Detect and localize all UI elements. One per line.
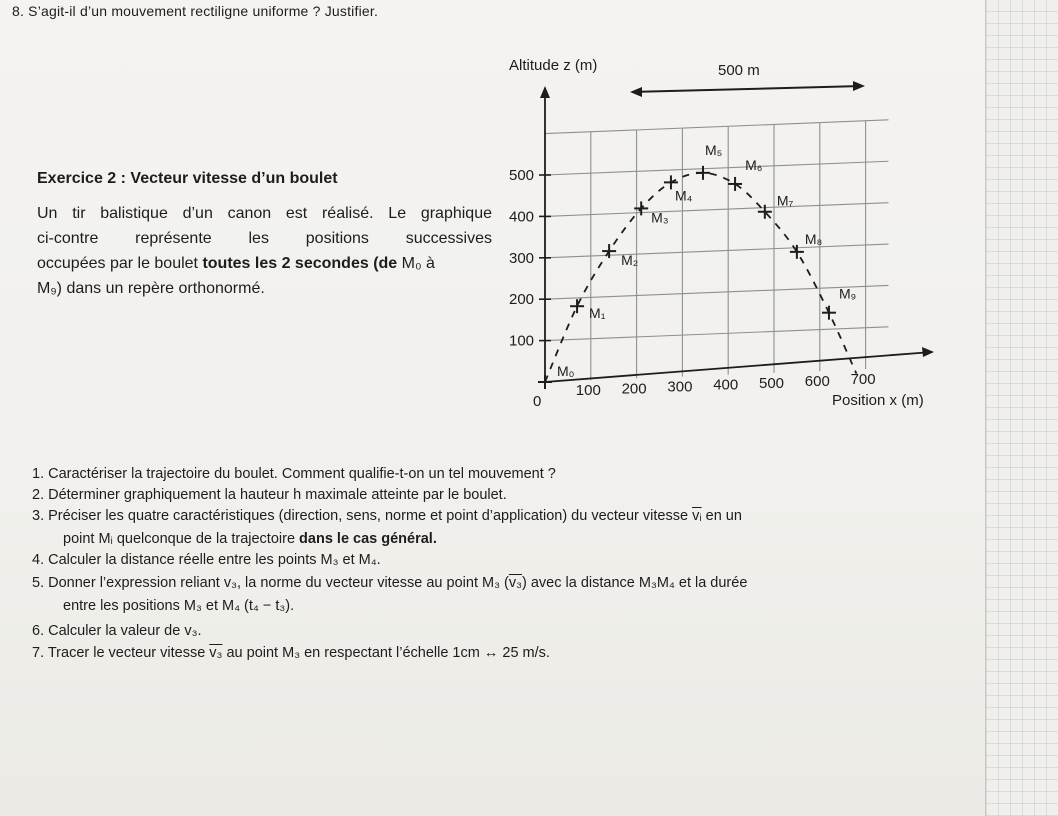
x-tick-label: 700 xyxy=(850,371,876,389)
point-label: M₇ xyxy=(776,192,794,209)
x-tick-label: 200 xyxy=(621,380,647,398)
x-axis-arrow xyxy=(922,347,934,357)
point-label: M₅ xyxy=(705,141,723,158)
point-label: M₀ xyxy=(557,363,575,379)
grid-hline xyxy=(545,327,889,341)
point-label: M₁ xyxy=(589,305,606,322)
intro-line-1: Un tir balistique d’un canon est réalisé. Le graphique xyxy=(37,205,492,222)
y-axis-arrow xyxy=(540,86,550,98)
point-label: M₄ xyxy=(674,187,693,204)
chart-grid xyxy=(545,120,889,380)
vector-vi: $\overline{vᵢ}$ xyxy=(692,508,702,524)
point-label: M₆ xyxy=(745,156,763,173)
y-tick-label: 500 xyxy=(509,167,535,184)
y-axis-label: Altitude z (m) xyxy=(509,57,598,74)
question-1: 1. Caractériser la trajectoire du boulet. Comment qualifie-t-on un tel mouvement ? xyxy=(32,466,556,482)
intro-line-3: occupées par le boulet toutes les 2 secondes (de M₀ à xyxy=(37,255,435,272)
question-6: 6. Calculer la valeur de v₃. xyxy=(32,623,202,639)
y-tick-label: 200 xyxy=(509,291,535,309)
scale-bar xyxy=(632,86,862,92)
trajectory-dashed-curve xyxy=(545,173,856,382)
intro-line-4: M₉) dans un repère orthonormé. xyxy=(37,280,265,297)
x-tick-label: 400 xyxy=(713,376,739,394)
question-5: 5. Donner l’expression reliant v₃, la norme du vecteur vitesse au point M₃ (v₃) avec la distance M₃M₄ et la durée xyxy=(32,575,748,591)
vector-v3-q7: v₃ xyxy=(209,645,223,661)
question-7: 7. Tracer le vecteur vitesse v₃ au point M₃ en respectant l’échelle 1cm ↔ 25 m/s. xyxy=(32,645,550,661)
scale-bar-right-arrow xyxy=(853,81,865,91)
grid-hline xyxy=(545,285,889,299)
grid-hline xyxy=(545,244,889,258)
y-tick-label: 300 xyxy=(509,249,535,267)
question-4: 4. Calculer la distance réelle entre les points M₃ et M₄. xyxy=(32,552,381,568)
x-tick-label: 600 xyxy=(804,373,830,391)
y-tick-label: 400 xyxy=(509,208,535,226)
question-5-cont: entre les positions M₃ et M₄ (t₄ − t₃). xyxy=(63,598,295,614)
x-axis-label: Position x (m) xyxy=(832,392,924,409)
point-label: M₂ xyxy=(621,252,639,269)
point-label: M₈ xyxy=(804,230,823,247)
y-tick-label: 100 xyxy=(509,332,535,350)
scale-bar-label: 500 m xyxy=(718,62,760,79)
question-3: 3. Préciser les quatre caractéristiques (direction, sens, norme et point d’application) du vecteur vitesse $\overline{vᵢ}$ en un xyxy=(32,508,742,524)
x-tick-label: 0 xyxy=(533,393,542,410)
intro-line-2: ci-contre représente les positions successives xyxy=(37,230,492,247)
question-3-cont: point Mᵢ quelconque de la trajectoire dans le cas général. xyxy=(63,531,437,547)
exercise-title: Exercice 2 : Vecteur vitesse d’un boulet xyxy=(37,170,338,187)
point-label: M₃ xyxy=(651,209,669,226)
vector-v3: v₃ xyxy=(508,575,522,591)
x-tick-label: 300 xyxy=(667,378,693,396)
point-label: M₉ xyxy=(838,285,857,302)
grid-hline xyxy=(545,203,889,217)
x-tick-label: 100 xyxy=(575,382,601,400)
question-8: 8. S’agit-il d’un mouvement rectiligne uniforme ? Justifier. xyxy=(12,3,379,19)
question-2: 2. Déterminer graphiquement la hauteur h maximale atteinte par le boulet. xyxy=(32,487,507,503)
scale-bar-left-arrow xyxy=(630,87,642,97)
grid-hline xyxy=(545,120,889,134)
trajectory-points xyxy=(538,142,856,389)
x-tick-label: 500 xyxy=(759,374,785,392)
grid-hline xyxy=(545,161,889,175)
